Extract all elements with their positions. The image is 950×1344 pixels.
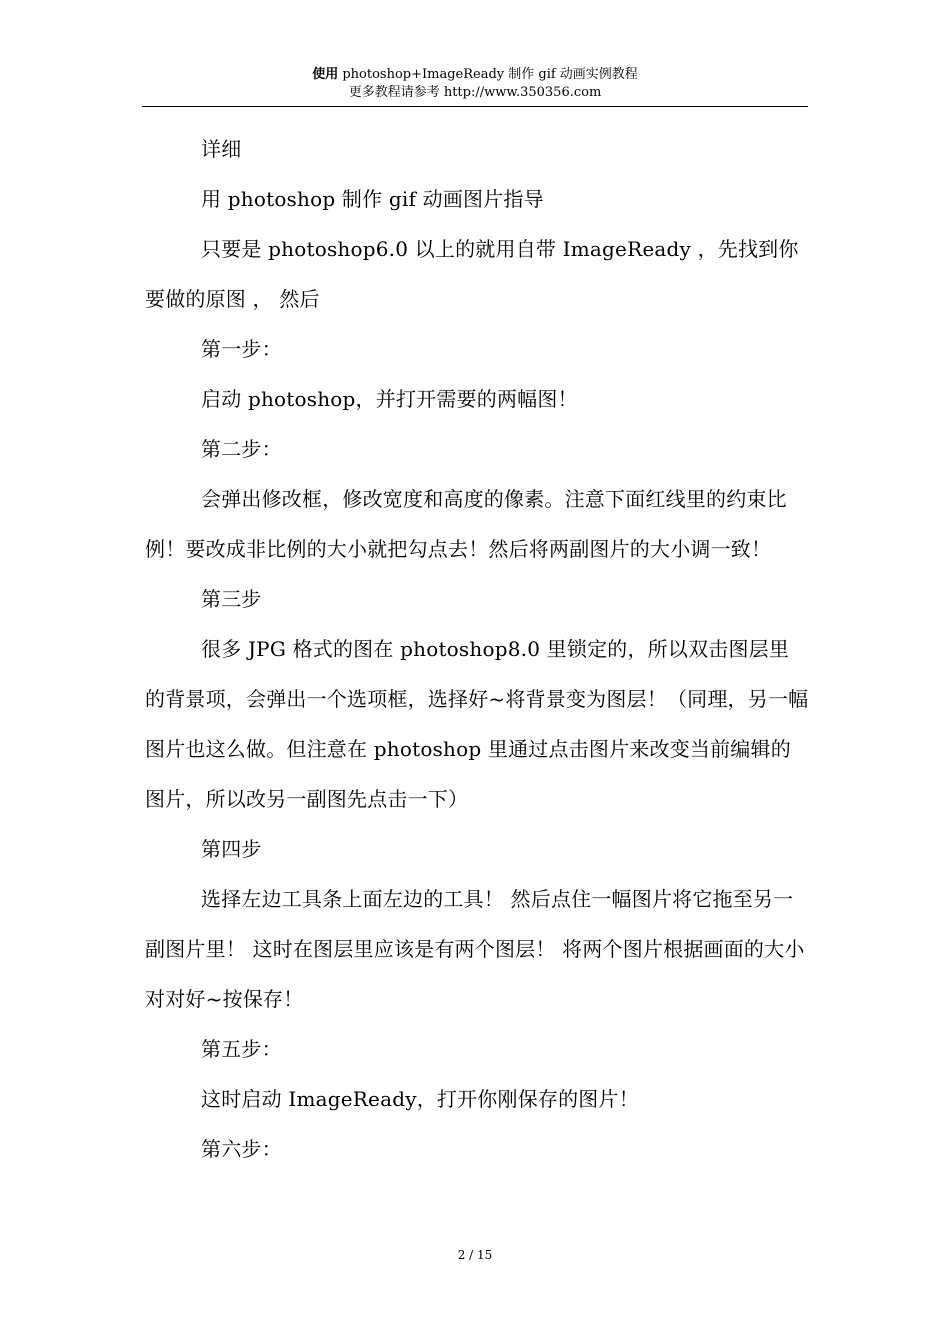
step-2-text: 会弹出修改框，修改宽度和高度的像素。注意下面红线里的约束比例！要改成非比例的大小就把勾点去！然后将两副图片的大小调一致！ — [145, 487, 787, 561]
paragraph-intro: 只要是 photoshop6.0 以上的就用自带 ImageReady ，先找到你要做的原图 ， 然后 — [145, 237, 799, 311]
header-title — [142, 66, 808, 84]
step-4-text: 选择左边工具条上面左边的工具！ 然后点住一幅图片将它拖至另一副图片里！ 这时在图层里应该是有两个图层！ 将两个图片根据画面的大小对对好~按保存！ — [145, 887, 805, 1011]
step-1-heading: 第一步： — [201, 337, 282, 361]
document-body — [145, 124, 809, 1174]
paragraph-details: 详细 — [201, 137, 242, 161]
header-title-rest: photoshop+ImageReady 制作 gif 动画实例教程 — [338, 67, 638, 82]
step-3-heading: 第三步 — [201, 587, 262, 611]
header-divider — [142, 106, 808, 107]
header-subtitle: 更多教程请参考 http://www.350356.com — [348, 85, 602, 100]
step-2-heading: 第二步： — [201, 437, 282, 461]
page-number: 2 / 15 — [457, 1248, 493, 1262]
step-6-heading: 第六步： — [201, 1137, 282, 1161]
step-5-text: 这时启动 ImageReady，打开你刚保存的图片！ — [201, 1087, 639, 1111]
page-header — [142, 66, 808, 102]
header-title-bold: 使用 — [312, 67, 339, 82]
step-3-text: 很多 JPG 格式的图在 photoshop8.0 里锁定的，所以双击图层里的背景项，会弹出一个选项框，选择好~将背景变为图层！（同理，另一幅图片也这么做。但注意在 photoshop 里通过点击图片来改变当前编辑的图片，所以改另一副图先点击一下） — [145, 637, 809, 811]
paragraph-guide-title: 用 photoshop 制作 gif 动画图片指导 — [201, 187, 544, 211]
step-4-heading: 第四步 — [201, 837, 262, 861]
step-5-heading: 第五步： — [201, 1037, 282, 1061]
step-1-text: 启动 photoshop，并打开需要的两幅图！ — [201, 387, 578, 411]
